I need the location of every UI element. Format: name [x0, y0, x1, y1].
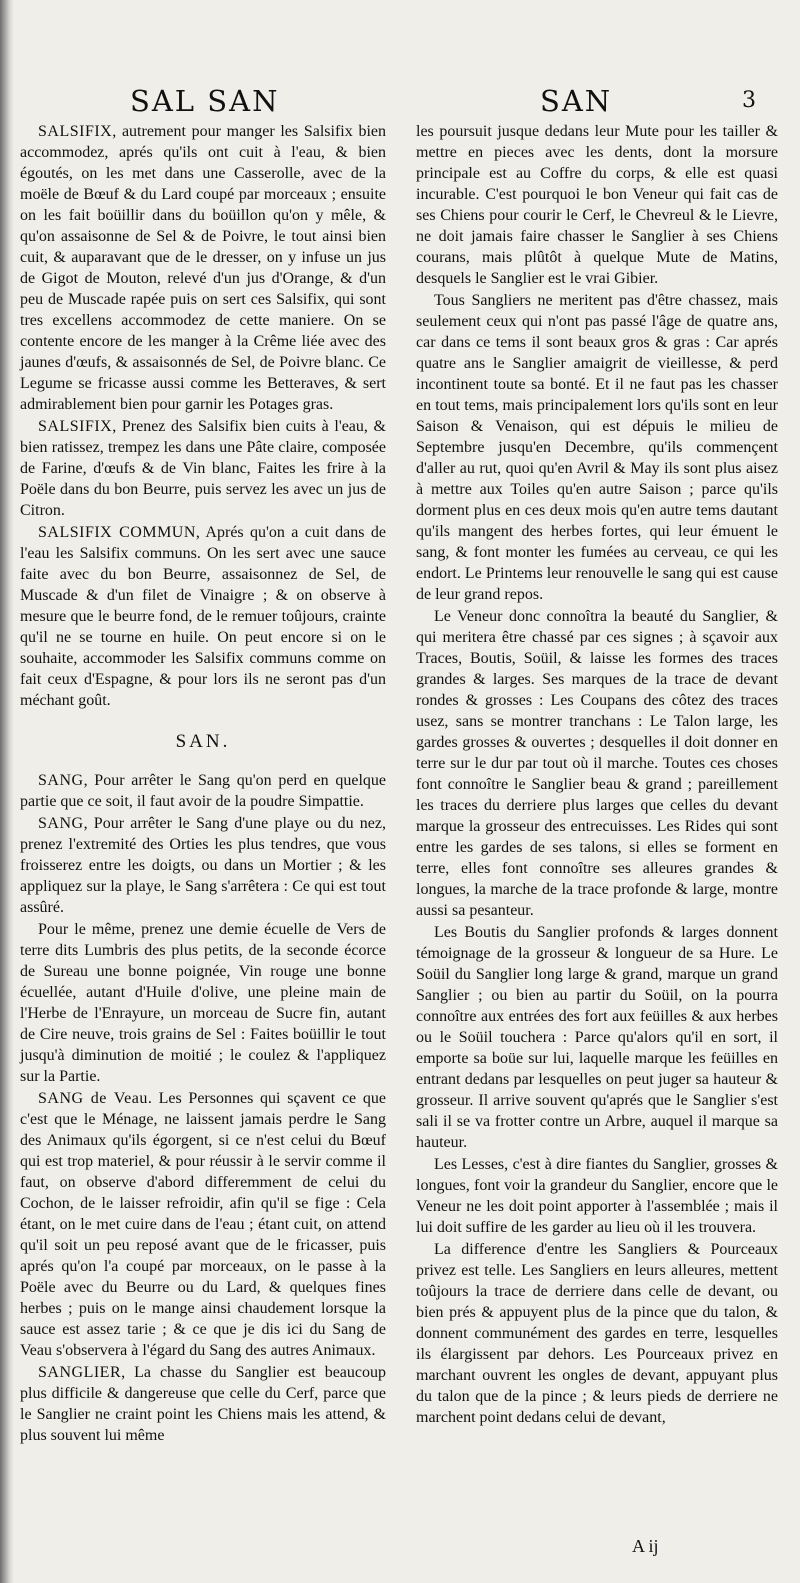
- paragraph-lesses: Les Lesses, c'est à dire fiantes du Sanglier, grosses & longues, font voir la grandeur du Sanglier, encore que le Veneur ne les doit point apporter à l'assemblée ; mais il lui doit suffire de les garder au lieu où il les trouvera.: [416, 1156, 778, 1236]
- entry-keyword: SANG de Veau: [38, 1090, 148, 1107]
- entry-text: , Prenez des Salsifix bien cuits à l'eau, & bien ratissez, trempez les dans une Pâte claire, composée de Farine, d'œufs & de Vin blanc, Faites les frire à la Poële dans du bon Beurre, puis servez les avec un jus de Citron.: [20, 418, 386, 519]
- entry-keyword: SALSIFIX COMMUN: [38, 524, 196, 541]
- paragraph-traces: Le Veneur donc connoîtra la beauté du Sanglier, & qui meritera être chassé par ces signes ; à sçavoir aux Traces, Boutis, Soüil, & laisse les formes des traces grandes & larges. Ses marques de la trace de devant rondes & grosses : Les Coupans des côtez des traces usez, sans se montrer tranchans : Le Talon large, les gardes grosses & ouvertes ; desquelles il doit donner en terre sur le dur par tout où il marche. Toutes ces choses font connoître le Sanglier beau & grand ; pareillement les traces du derriere plus larges que celles du devant marque la grosseur des entrecuisses. Les Rides qui sont entre les gardes de ses talons, si elles se forment en terre, elles font connoître ses alleures grandes & longues, la marche de la trace profonde & large, montre aussi sa pesanteur.: [416, 608, 778, 919]
- entry-keyword: SANG: [38, 772, 84, 789]
- entry-keyword: SANG: [38, 815, 84, 832]
- paragraph-difference: La difference d'entre les Sangliers & Pourceaux privez est telle. Les Sangliers en leurs alleures, mettent toûjours la trace de derriere dans celle de devant, ou bien prés & appuyent plus de la pince que du talon, & donnent communément des gardes en terre, lesquelles ils élargissent par dehors. Les Pourceaux privez en marchant ouvrent les ongles de devant, appuyant plus du talon que de la pince ; & leurs pieds de derriere ne marchent point dedans celui de devant,: [416, 1241, 778, 1426]
- header-left: SAL SAN: [130, 84, 280, 118]
- left-column: [20, 121, 386, 1447]
- entry-sanglier: [20, 1362, 386, 1446]
- entry-text: , La chasse du Sanglier est beaucoup plus difficile & dangereuse que celle du Cerf, parce que le Sanglier ne craint point les Chiens mais les attend, & plus souvent lui même: [20, 1364, 386, 1444]
- entry-sang-de-veau: [20, 1088, 386, 1361]
- entry-sang-2: [20, 813, 386, 918]
- book-spine-shadow: [0, 0, 14, 1583]
- entry-sang-1: [20, 770, 386, 812]
- entry-text: , Pour arrêter le Sang d'une playe ou du nez, prenez l'extremité des Orties les plus tendres, que vous froisserez entre les doigts, ou dans un Mortier ; & les appliquez sur la playe, le Sang s'arrêtera : Ce qui est tout assûré.: [20, 815, 386, 916]
- header-right: SAN: [540, 84, 613, 118]
- paragraph-boutis: Les Boutis du Sanglier profonds & larges donnent témoignage de la grosseur & longueur de sa Hure. Le Soüil du Sanglier long large & grand, marque un grand Sanglier ; ou bien au partir du Soüil, on la pourra connoître aux entrées des fort aux feüilles & aux herbes ou le Soüil touchera : Parce qu'alors qu'il en sort, il emporte sa boüe sur lui, laquelle marque les feüilles en entrant dedans par lesquelles on peut juger sa hauteur & grosseur. Il arrive souvent qu'aprés que le Sanglier s'est sali il se va frotter contre un Arbre, auquel il marque sa hauteur.: [416, 924, 778, 1151]
- entry-text: . Les Personnes qui sçavent ce que c'est que le Ménage, ne laissent jamais perdre le Sang des Animaux qu'ils égorgent, si ce n'est celui du Bœuf qui est trop materiel, & pour réussir à le servir comme il faut, on observe d'abord differemment de celui du Cochon, de le laisser refroidir, afin qu'il se fige : Cela étant, on le met cuire dans de l'eau ; étant cuit, on attend qu'il soit un peu reposé avant que de le fricasser, puis aprés qu'on l'a coupé par morceaux, on le passe à la Poële avec du Beurre ou du Lard, & quelques fines herbes ; puis on le mange ainsi chaudement lorsque la sauce est assez tarie ; & ce que je dis ici du Sang de Veau s'observera à l'égard du Sang des autres Animaux.: [20, 1090, 386, 1359]
- page-number: 3: [742, 88, 758, 113]
- entry-text: , Aprés qu'on a cuit dans de l'eau les Salsifix communs. On les sert avec une sauce faite avec du bon Beurre, assaisonnez de Sel, de Muscade & d'un filet de Vinaigre ; & on observe à mesure que le beurre fond, de le remuer toûjours, crainte qu'il ne se tourne en huile. On peut encore si on le souhaite, accommoder les Salsifix communs comme on fait ceux d'Espagne, & pour lors ils ne seront pas d'un méchant goût.: [20, 524, 386, 709]
- entry-text: , autrement pour manger les Salsifix bien accommodez, aprés qu'ils ont cuit à l'eau, & bien égoutés, on les met dans une Casserolle, avec de la moële de Bœuf & du Lard coupé par morceaux ; ensuite on les fait boüillir dans du boüillon qu'on y mêle, & qu'on assaisonne de Sel & de Poivre, le tout ainsi bien cuit, & auparavant que de le dresser, on y infuse un jus de Gigot de Mouton, relevé d'un jus d'Orange, & d'un peu de Muscade rapée puis on sert ces Salsifix, qui sont tres excellens accommodez de cette maniere. On se contente encore de les manger à la Crême liée avec des jaunes d'œufs, & assaisonnés de Sel, de Poivre blanc. Ce Legume se fricasse aussi comme les Betteraves, & sert admirablement bien pour garnir les Potages gras.: [20, 123, 386, 413]
- right-column: [416, 121, 778, 1429]
- entry-keyword: SANGLIER: [38, 1364, 122, 1381]
- entry-keyword: SALSIFIX: [38, 123, 113, 140]
- entry-sang-3: Pour le même, prenez une demie écuelle de Vers de terre dits Lumbris des plus petits, de la seconde écorce de Sureau une bonne poignée, Vin rouge une bonne écuellée, autant d'Huile d'olive, une pleine main de l'Herbe de l'Enrayure, un morceau de Sucre fin, autant de Cire neuve, trois grains de Sel : Faites boüillir le tout jusqu'à diminution de moitié ; le coulez & l'appliquez sur la Partie.: [20, 921, 386, 1085]
- section-heading-san: SAN.: [175, 731, 231, 752]
- entry-salsifix-2: [20, 416, 386, 521]
- entry-text: , Pour arrêter le Sang qu'on perd en quelque partie que ce soit, il faut avoir de la poudre Simpattie.: [20, 772, 386, 810]
- entry-salsifix-commun: [20, 522, 386, 711]
- paragraph-continuation: les poursuit jusque dedans leur Mute pour les tailler & mettre en pieces avec les dents, dont la morsure principale est au Coffre du corps, & elle est quasi incurable. C'est pourquoi le bon Veneur qui fait cas de ses Chiens pour courir le Cerf, le Chevreul & le Lievre, ne doit jamais faire chasser le Sanglier à ses Chiens courans, mais plûtôt à quelque Mute de Matins, desquels le Sanglier est le vrai Gibier.: [416, 123, 778, 287]
- signature-mark: A ij: [632, 1536, 659, 1556]
- entry-keyword: SALSIFIX: [38, 418, 113, 435]
- running-header: [0, 84, 800, 124]
- entry-salsifix-1: [20, 121, 386, 415]
- paragraph-age: Tous Sangliers ne meritent pas d'être chassez, mais seulement ceux qui n'ont pas passé l'âge de quatre ans, car dans ce tems il sont beaux gros & gras : Car aprés quatre ans le Sanglier amaigrit de vieillesse, & perd incontinent toute sa bonté. Et il ne faut pas les chasser en tout tems, mais principalement lors qu'ils sont en leur Saison & Venaison, qui est dépuis le milieu de Septembre jusqu'en Decembre, qu'ils commençent d'aller au rut, quoi qu'en Avril & May ils sont plus aisez à mettre aux Toiles qu'en autre Saison ; parce qu'ils dorment plus en ces deux mois qu'en autre tems dautant qu'ils mangent des herbes fortes, qui leur émuent le sang, & font monter les fumées au cerveau, ce qui les endort. Le Printems leur renouvelle le sang qui est cause de leur grand repos.: [416, 292, 778, 603]
